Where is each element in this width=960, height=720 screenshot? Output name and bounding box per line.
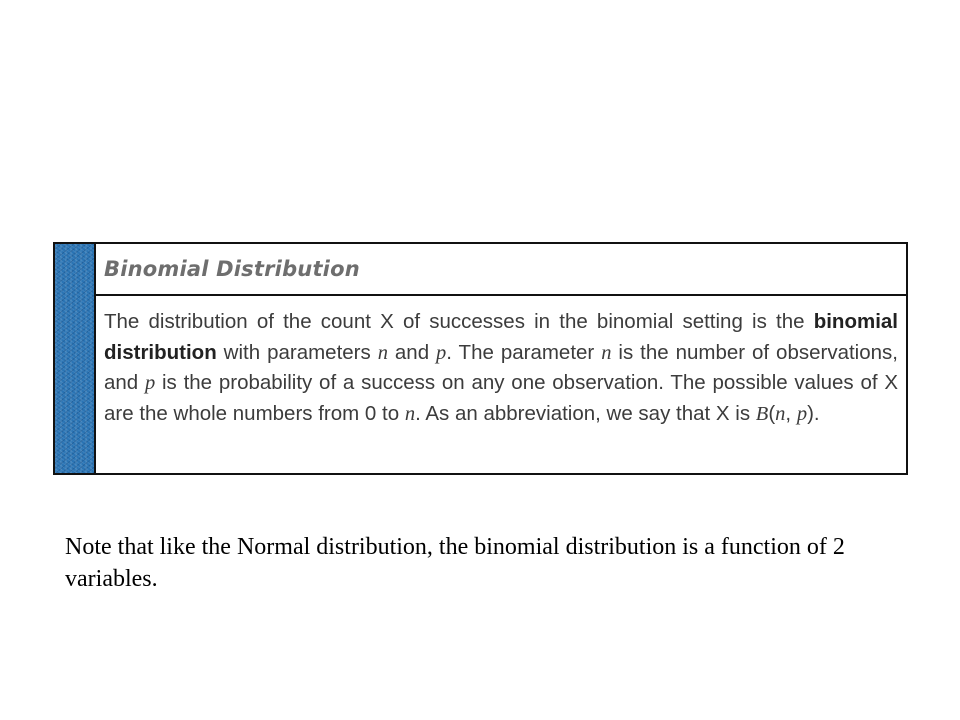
- variable-n: n: [404, 402, 416, 425]
- definition-text: is the probability of a success on any one observation. The possible values of X are the whole numbers from 0 to: [104, 371, 898, 425]
- definition-text: . As an abbreviation, we say that X is: [415, 401, 756, 425]
- variable-n: n: [377, 341, 388, 364]
- variable-n: n: [775, 402, 786, 425]
- bold-term: binomial distribution: [104, 310, 898, 364]
- variable-p: p: [796, 402, 808, 425]
- definition-text: . The parameter: [446, 340, 602, 364]
- variable-p: p: [436, 341, 447, 364]
- definition-body: [96, 296, 906, 429]
- definition-box: [53, 242, 908, 475]
- note-text: Note that like the Normal distribution, the binomial distribution is a function of 2 variables.: [65, 534, 845, 592]
- variable-p: p: [144, 372, 156, 394]
- definition-title-row: [96, 244, 906, 296]
- decorative-side-bar: [55, 244, 96, 473]
- definition-text: ,: [785, 401, 797, 425]
- definition-text: The distribution of the count X of successes in the binomial setting is the: [104, 310, 814, 333]
- definition-text: (: [768, 401, 776, 425]
- definition-text: and: [387, 340, 437, 364]
- definition-text: with parameters: [216, 340, 378, 364]
- variable-b: B: [755, 402, 769, 425]
- definition-title: Binomial Distribution: [104, 257, 360, 281]
- definition-text: ).: [807, 401, 820, 425]
- definition-text: is the number of observations, and: [104, 340, 898, 394]
- definition-content: [96, 244, 906, 473]
- variable-n: n: [601, 341, 612, 364]
